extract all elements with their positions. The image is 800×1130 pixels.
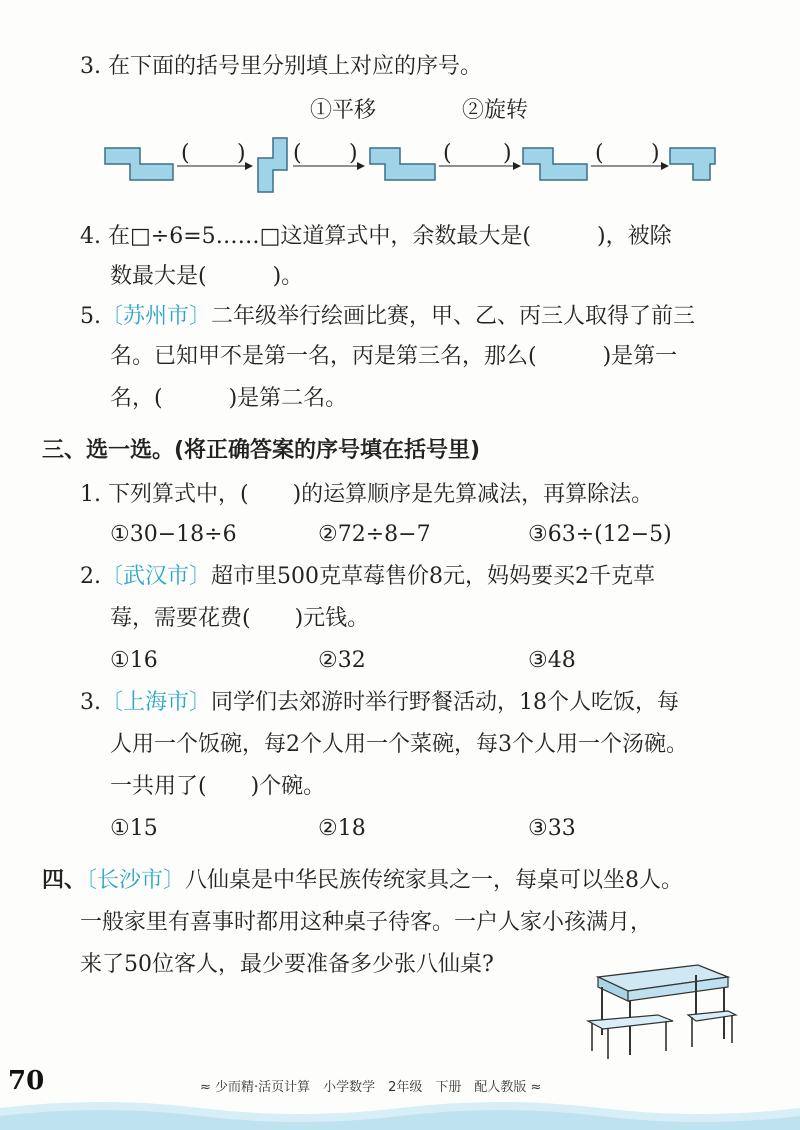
footer-wave-decoration: [0, 1090, 800, 1130]
s4-line2: 一般家里有喜事时都用这种桌子待客。一户人家小孩满月，: [80, 910, 653, 935]
legend-translate: ①平移: [310, 98, 377, 123]
shape-3: [370, 148, 435, 180]
shape-5: [670, 148, 715, 180]
s3-q2-tag: 〔武汉市〕: [101, 564, 212, 589]
s3-q3-tag: 〔上海市〕: [101, 690, 212, 715]
s4-num: 四、: [42, 868, 87, 893]
s3-q3-option-2: ②18: [318, 816, 366, 841]
s3-q3-line1: [80, 688, 679, 718]
q3-prompt: 3. 在下面的括号里分别填上对应的序号。: [80, 54, 482, 79]
s3-q2-option-1: ①16: [110, 648, 158, 673]
s3-q1-option-2: ②72÷8−7: [318, 522, 431, 547]
s3-q3-option-3: ③33: [528, 816, 576, 841]
s3-q2-num: 2.: [80, 564, 101, 589]
s3-q3-line3: 一共用了( )个碗。: [110, 774, 326, 799]
q5-line3: 名，( )是第二名。: [110, 386, 348, 411]
s3-q2-option-2: ②32: [318, 648, 366, 673]
shape-4: [523, 148, 587, 180]
transform-figure-row: [95, 130, 775, 200]
s3-q3-option-1: ①15: [110, 816, 158, 841]
s3-q1-option-1: ①30−18÷6: [110, 522, 237, 547]
s4-tag: 〔长沙市〕: [86, 868, 186, 893]
s4-line1: [42, 866, 683, 896]
s3-q3-text1: 同学们去郊游时举行野餐活动，18个人吃饭，每: [211, 690, 680, 715]
q4-line1: 4. 在□÷6=5……□这道算式中，余数最大是( )，被除: [80, 224, 672, 249]
s3-q2-option-3: ③48: [528, 648, 576, 673]
svg-text:): ): [651, 141, 660, 166]
shape-2: [258, 138, 287, 192]
q5-text1: 二年级举行绘画比赛，甲、乙、丙三人取得了前三: [211, 304, 696, 329]
svg-text:(: (: [293, 141, 302, 166]
s3-q2-line1: [80, 562, 655, 592]
q4-line2: 数最大是( )。: [110, 264, 304, 289]
s4-line3: 来了50位客人，最少要准备多少张八仙桌?: [80, 952, 494, 977]
svg-text:): ): [237, 141, 246, 166]
s3-q1-text: 1. 下列算式中，( )的运算顺序是先算减法，再算除法。: [80, 482, 654, 507]
q5-line1: [80, 302, 695, 332]
s3-q2-text1: 超市里500克草莓售价8元，妈妈要买2千克草: [211, 564, 656, 589]
s3-q3-line2: 人用一个饭碗，每2个人用一个菜碗，每3个人用一个汤碗。: [110, 732, 688, 757]
svg-text:): ): [349, 141, 358, 166]
svg-text:(: (: [443, 141, 452, 166]
legend-rotate: ②旋转: [462, 98, 529, 123]
table-illustration: [578, 955, 738, 1065]
q5-line2: 名。已知甲不是第一名，丙是第三名，那么( )是第一: [110, 344, 678, 369]
s3-q1-option-3: ③63÷(12−5): [528, 522, 672, 547]
svg-text:): ): [503, 141, 512, 166]
q5-tag: 〔苏州市〕: [101, 304, 212, 329]
s3-q3-num: 3.: [80, 690, 101, 715]
s4-text1: 八仙桌是中华民族传统家具之一，每桌可以坐8人。: [185, 868, 684, 893]
svg-text:(: (: [181, 141, 190, 166]
s3-q2-line2: 莓，需要花费( )元钱。: [110, 606, 370, 631]
page-number: 70: [8, 1066, 45, 1096]
shape-1: [105, 148, 173, 180]
svg-text:(: (: [595, 141, 604, 166]
section3-title: 三、选一选。(将正确答案的序号填在括号里): [42, 438, 481, 463]
q5-num: 5.: [80, 304, 101, 329]
footer-text: ≈ 少而精·活页计算 小学数学 2年级 下册 配人教版 ≈: [200, 1080, 542, 1095]
